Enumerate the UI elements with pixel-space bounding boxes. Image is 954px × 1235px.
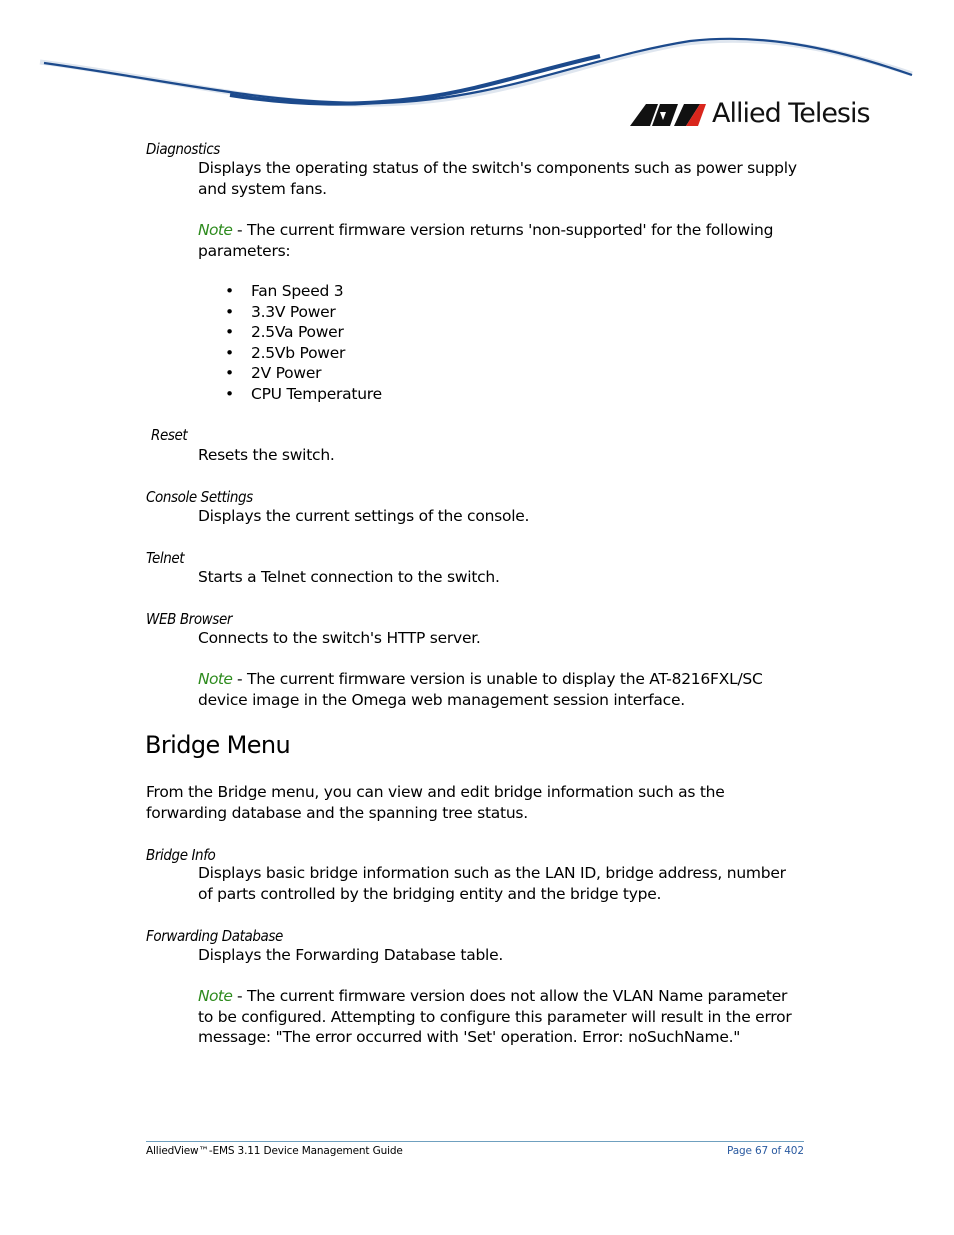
desc-console-settings: Displays the current settings of the console. [198,507,530,525]
footer-page-number: Page 67 of 402 [727,1145,804,1157]
footer-divider [146,1141,804,1142]
note-label: Note [198,221,233,239]
bridge-intro: From the Bridge menu, you can view and edit bridge information such as the forwarding database and the spanning tree status. [146,783,725,822]
list-item: • 2.5Va Power [198,322,382,343]
desc-forwarding-database: Displays the Forwarding Database table. [198,946,504,964]
allied-telesis-mark-icon [630,102,706,126]
desc-bridge-info: Displays basic bridge information such as the LAN ID, bridge address, number of parts controlled by the bridging entity and the bridge type. [198,864,786,903]
note-web-browser [198,669,810,710]
note-forwarding-database [198,986,802,1048]
list-item: • 2V Power [198,363,382,384]
desc-telnet: Starts a Telnet connection to the switch. [198,568,500,586]
note-label: Note [198,670,233,688]
note-text: - The current firmware version is unable to display the AT-8216FXL/SC device image in the Omega web management session interface. [198,670,763,709]
term-forwarding-database: Forwarding Database [146,927,283,945]
list-item: • Fan Speed 3 [198,281,382,302]
term-bridge-info: Bridge Info [146,846,216,864]
note-text: - The current firmware version returns 'non-supported' for the following parameters: [198,221,774,260]
term-web-browser: WEB Browser [146,610,232,628]
term-telnet: Telnet [146,549,185,567]
logo-text: Allied Telesis [712,98,870,129]
note-label: Note [198,987,233,1005]
list-item: • 2.5Vb Power [198,343,382,364]
note-text: - The current firmware version does not allow the VLAN Name parameter to be configured. Attempting to configure this parameter will result in the error message: "The error occurred with 'Set' operation. Error: noSuchName." [198,987,792,1046]
term-console-settings: Console Settings [146,488,253,506]
footer-doc-title: AlliedView™-EMS 3.11 Device Management Guide [146,1145,403,1157]
list-item: • CPU Temperature [198,384,382,405]
desc-diagnostics: Displays the operating status of the switch's components such as power supply and system fans. [198,159,797,198]
list-item: • 3.3V Power [198,302,382,323]
term-diagnostics: Diagnostics [146,140,220,158]
term-reset: Reset [151,426,188,444]
note-diagnostics [198,220,778,261]
unsupported-params-list [198,281,382,404]
allied-telesis-logo [630,100,870,127]
section-heading-bridge-menu: Bridge Menu [145,731,291,759]
desc-web-browser: Connects to the switch's HTTP server. [198,629,481,647]
desc-reset: Resets the switch. [198,446,335,464]
